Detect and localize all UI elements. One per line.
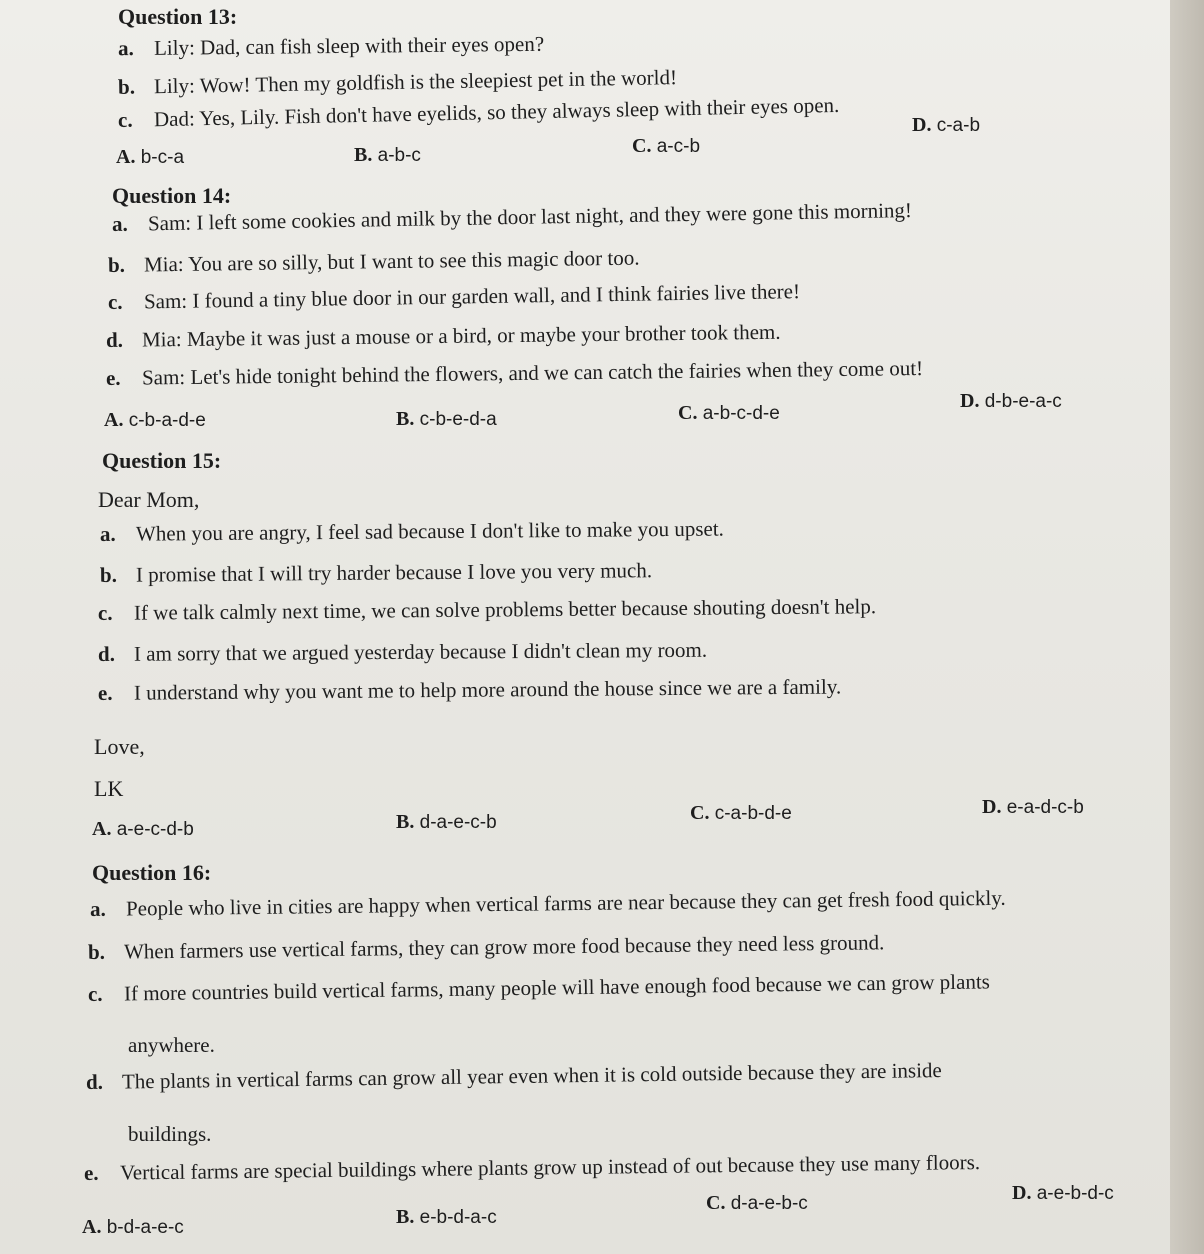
item-label: e. xyxy=(83,1160,99,1185)
option-key: C. xyxy=(690,802,710,824)
question-14-title: Question 14: xyxy=(112,183,232,208)
option-value: d-a-e-c-b xyxy=(419,812,497,833)
item-text: Dad: Yes, Lily. Fish don't have eyelids, so they always sleep with their eyes open. xyxy=(153,92,840,132)
item-text: Sam: Let's hide tonight behind the flowers, and we can catch the fairies when they come out! xyxy=(141,356,924,390)
q16-item-a xyxy=(90,886,1006,922)
item-label: a. xyxy=(89,896,106,921)
item-text: Mia: You are so silly, but I want to see this magic door too. xyxy=(143,245,640,277)
item-text: Vertical farms are special buildings where plants grow up instead of out because they use many floors. xyxy=(119,1150,981,1185)
option-value: c-a-b xyxy=(936,115,981,136)
option-value: a-e-b-d-c xyxy=(1036,1183,1114,1204)
item-label: b. xyxy=(87,939,106,964)
item-text: Lily: Dad, can fish sleep with their eyes open? xyxy=(153,31,545,60)
option-key: D. xyxy=(1012,1182,1032,1204)
option-key: A. xyxy=(92,818,112,840)
item-text: I promise that I will try harder because I love you very much. xyxy=(135,558,653,587)
q14-option-c[interactable] xyxy=(678,402,780,425)
option-key: D. xyxy=(982,796,1002,818)
item-text: When farmers use vertical farms, they can grow more food because they need less ground. xyxy=(123,930,885,964)
item-text: If we talk calmly next time, we can solve problems better because shouting doesn't help. xyxy=(133,594,877,625)
item-label: d. xyxy=(97,641,116,666)
q15-option-d[interactable] xyxy=(982,796,1084,819)
option-key: C. xyxy=(678,402,698,424)
q16-option-d[interactable] xyxy=(1012,1182,1114,1205)
q15-option-a[interactable] xyxy=(92,818,194,841)
letter-closing: Love, xyxy=(94,734,145,759)
q14-item-c xyxy=(108,279,800,315)
option-value: b-c-a xyxy=(140,147,185,168)
option-value: a-c-b xyxy=(656,136,701,157)
option-key: C. xyxy=(706,1192,726,1214)
option-value: c-b-a-d-e xyxy=(128,410,206,431)
item-text: When you are angry, I feel sad because I don't like to make you upset. xyxy=(135,516,724,546)
option-value: e-a-d-c-b xyxy=(1006,797,1084,818)
page-edge-background xyxy=(1170,0,1204,1254)
option-key: C. xyxy=(632,135,652,157)
question-16-title: Question 16: xyxy=(92,860,212,885)
q14-option-d[interactable] xyxy=(960,390,1062,413)
q16-item-c-continuation: anywhere. xyxy=(128,1033,215,1057)
option-value: c-a-b-d-e xyxy=(714,803,792,824)
item-label: c. xyxy=(117,107,133,132)
q14-option-b[interactable] xyxy=(396,408,497,431)
item-label: b. xyxy=(117,74,136,99)
option-value: a-b-c xyxy=(377,145,421,166)
q14-item-d xyxy=(106,320,781,353)
q15-item-b xyxy=(100,558,652,588)
q15-item-e xyxy=(98,675,841,706)
option-key: B. xyxy=(396,408,415,430)
item-label: e. xyxy=(97,680,113,705)
option-value: d-a-e-b-c xyxy=(730,1193,808,1214)
option-key: A. xyxy=(116,146,136,168)
q15-item-c xyxy=(98,594,876,626)
item-text: The plants in vertical farms can grow all year even when it is cold outside because they are inside xyxy=(121,1058,942,1094)
option-key: D. xyxy=(960,390,980,412)
letter-greeting: Dear Mom, xyxy=(98,487,200,512)
item-text: People who live in cities are happy when vertical farms are near because they can get fresh food quickly. xyxy=(125,885,1006,921)
item-label: a. xyxy=(99,521,116,546)
q16-item-d xyxy=(86,1058,942,1095)
q15-item-d xyxy=(98,638,707,667)
item-label: e. xyxy=(105,365,121,390)
q13-option-c[interactable] xyxy=(632,135,700,158)
q13-item-b xyxy=(118,65,677,100)
item-label: c. xyxy=(107,289,123,314)
item-text: Lily: Wow! Then my goldfish is the sleepiest pet in the world! xyxy=(153,65,678,99)
item-label: a. xyxy=(117,36,134,61)
item-label: b. xyxy=(107,252,126,277)
item-label: b. xyxy=(99,562,118,587)
option-key: B. xyxy=(354,144,373,166)
item-label: c. xyxy=(97,600,113,625)
option-value: e-b-d-a-c xyxy=(419,1207,497,1228)
q15-option-c[interactable] xyxy=(690,802,792,825)
q16-item-d-continuation: buildings. xyxy=(128,1122,212,1146)
q14-item-e xyxy=(106,356,923,391)
option-value: a-b-c-d-e xyxy=(702,403,780,424)
option-key: B. xyxy=(396,811,415,833)
item-text: Sam: I left some cookies and milk by the door last night, and they were gone this morning! xyxy=(147,198,913,236)
item-label: d. xyxy=(105,327,124,352)
q16-option-a[interactable] xyxy=(82,1216,184,1239)
item-text: If more countries build vertical farms, many people will have enough food because we can grow plants xyxy=(123,969,991,1006)
item-text: Sam: I found a tiny blue door in our garden wall, and I think fairies live there! xyxy=(143,279,801,314)
item-label: a. xyxy=(111,211,128,236)
option-key: D. xyxy=(912,114,932,136)
q13-option-b[interactable] xyxy=(354,144,421,167)
q16-item-e xyxy=(84,1150,980,1186)
letter-signature: LK xyxy=(94,776,124,801)
option-value: b-d-a-e-c xyxy=(106,1217,184,1238)
item-text: I am sorry that we argued yesterday because I didn't clean my room. xyxy=(133,637,708,666)
item-text: Mia: Maybe it was just a mouse or a bird, or maybe your brother took them. xyxy=(141,319,781,352)
q16-item-c xyxy=(88,969,990,1007)
q13-option-a[interactable] xyxy=(116,146,184,169)
q13-option-d[interactable] xyxy=(912,114,980,137)
option-key: B. xyxy=(396,1206,415,1228)
q15-item-a xyxy=(100,517,724,547)
item-label: c. xyxy=(87,981,103,1006)
q13-item-c xyxy=(118,93,840,133)
option-key: A. xyxy=(82,1216,102,1238)
q16-option-b[interactable] xyxy=(396,1206,497,1229)
q13-item-a xyxy=(118,32,544,61)
q16-option-c[interactable] xyxy=(706,1192,808,1215)
q14-item-a xyxy=(112,198,912,237)
option-value: d-b-e-a-c xyxy=(984,391,1062,412)
q14-option-a[interactable] xyxy=(104,409,206,432)
q16-item-b xyxy=(88,930,885,965)
item-label: d. xyxy=(85,1069,104,1094)
q14-item-b xyxy=(108,246,640,278)
option-key: A. xyxy=(104,409,124,431)
question-13-title: Question 13: xyxy=(118,4,238,29)
item-text: I understand why you want me to help more around the house since we are a family. xyxy=(133,674,842,705)
q15-option-b[interactable] xyxy=(396,811,497,834)
option-value: c-b-e-d-a xyxy=(419,409,497,430)
option-value: a-e-c-d-b xyxy=(116,819,194,840)
question-15-title: Question 15: xyxy=(102,448,222,473)
